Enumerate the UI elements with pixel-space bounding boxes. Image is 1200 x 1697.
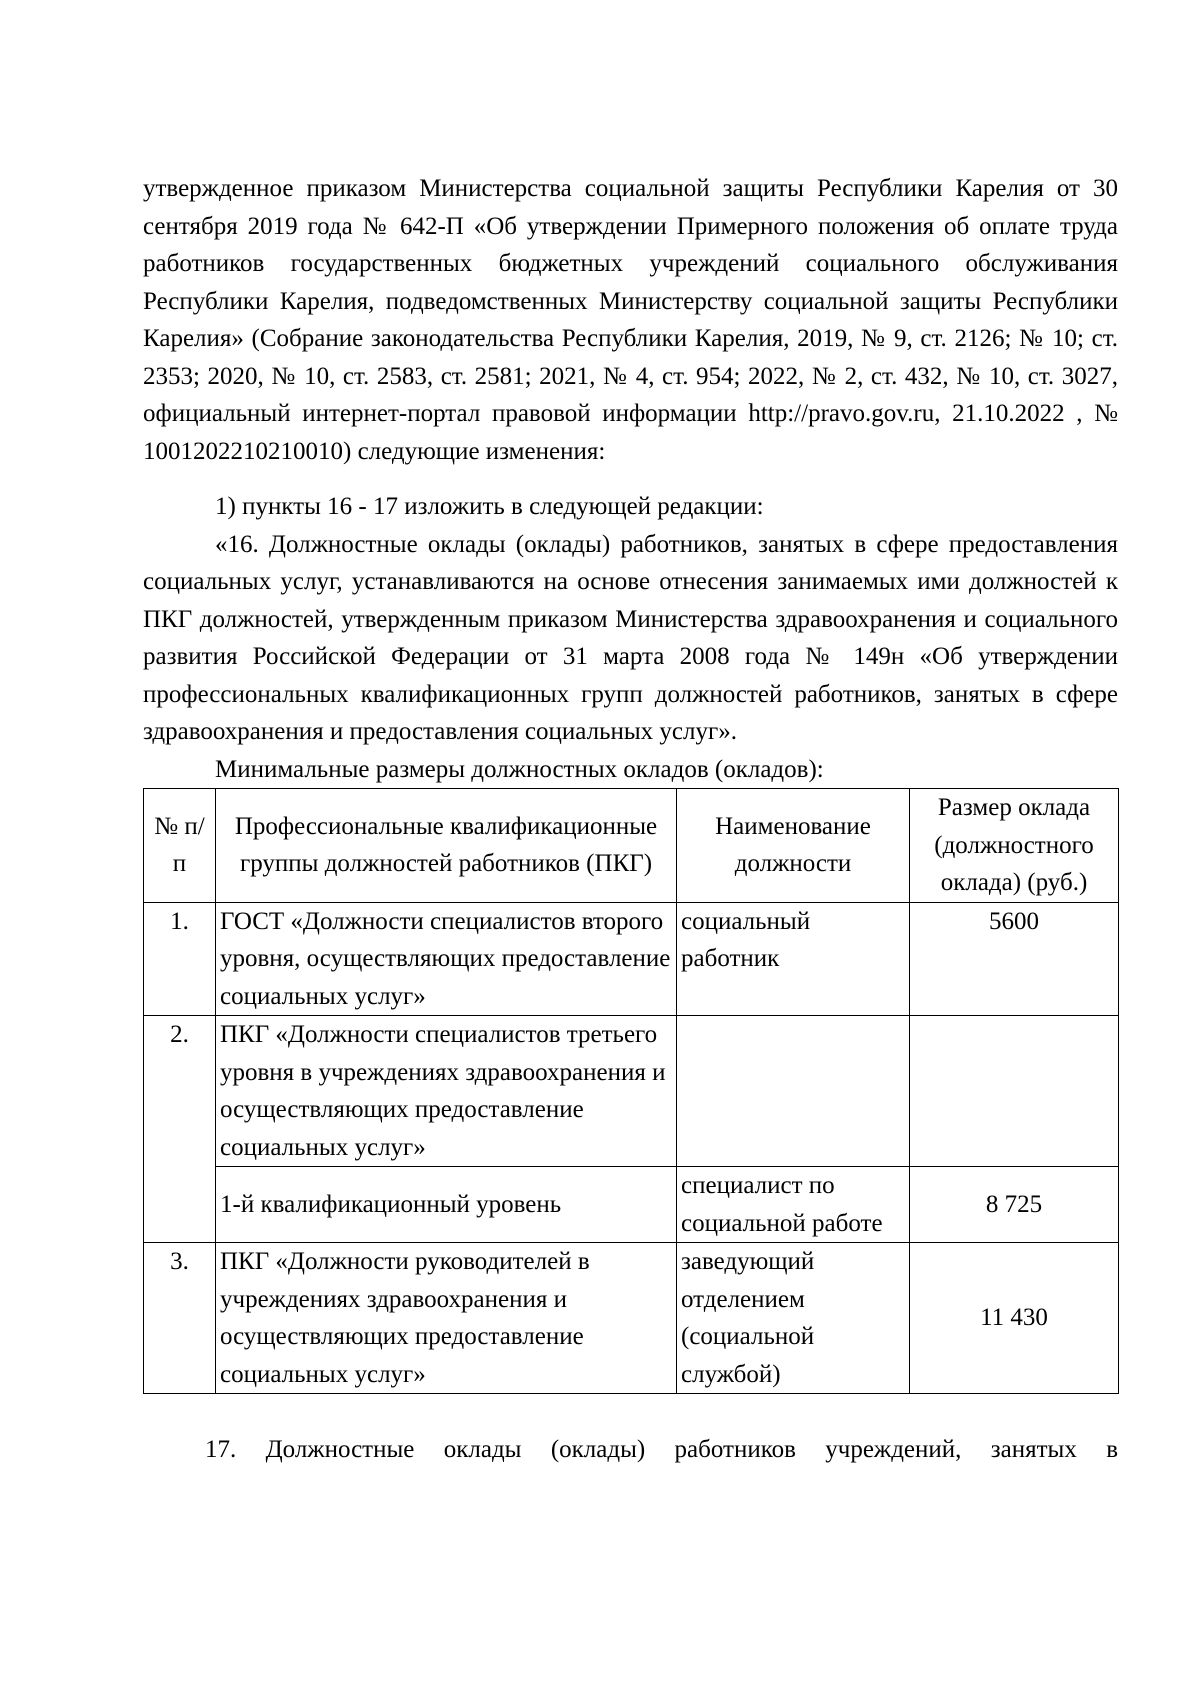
salary-table bbox=[143, 788, 1119, 1394]
table-row bbox=[144, 1167, 1119, 1243]
row-pkg: ПКГ «Должности руководителей в учреждениях здравоохранения и осуществляющих предоставление социальных услуг» bbox=[216, 1243, 677, 1394]
table-row bbox=[144, 1243, 1119, 1394]
header-position: Наименование должности bbox=[677, 789, 910, 903]
intro-paragraph: утвержденное приказом Министерства социальной защиты Республики Карелия от 30 сентября 2019 года № 642-П «Об утверждении Примерного положения об оплате труда работников государственных бюджетных учреждений социального обслуживания Республики Карелия, подведомственных Министерству социальной защиты Республики Карелия» (Собрание законодательства Республики Карелия, 2019, № 9, ст. 2126; № 10; ст. 2353; 2020, № 10, ст. 2583, ст. 2581; 2021, № 4, ст. 954; 2022, № 2, ст. 432, № 10, ст. 3027, официальный интернет-портал правовой информации http://pravo.gov.ru, 21.10.2022 , № 1001202210210010) следующие изменения: bbox=[143, 175, 1118, 465]
document-body bbox=[143, 170, 1118, 1494]
row-pkg: 1-й квалификационный уровень bbox=[216, 1167, 677, 1243]
row-num: 2. bbox=[144, 1016, 216, 1243]
table-caption: Минимальные размеры должностных окладов (окладов): bbox=[215, 755, 824, 783]
header-salary: Размер оклада (должностного оклада) (руб.) bbox=[910, 789, 1119, 903]
row-position: специалист по социальной работе bbox=[677, 1167, 910, 1243]
row-num: 3. bbox=[144, 1243, 216, 1394]
row-salary: 11 430 bbox=[910, 1243, 1119, 1394]
table-header-row bbox=[144, 789, 1119, 903]
header-num: № п/п bbox=[144, 789, 216, 903]
row-num: 1. bbox=[144, 902, 216, 1016]
row-salary: 8 725 bbox=[910, 1167, 1119, 1243]
row-position: социальный работник bbox=[677, 902, 910, 1016]
header-pkg: Профессиональные квалификационные группы должностей работников (ПКГ) bbox=[216, 789, 677, 903]
row-position bbox=[677, 1016, 910, 1167]
row-pkg: ПКГ «Должности специалистов третьего уровня в учреждениях здравоохранения и осуществляющих предоставление социальных услуг» bbox=[216, 1016, 677, 1167]
item-1-paragraph: 1) пункты 16 - 17 изложить в следующей редакции: bbox=[215, 493, 764, 520]
row-salary: 5600 bbox=[910, 902, 1119, 1016]
row-position: заведующий отделением (социальной службой) bbox=[677, 1243, 910, 1394]
row-pkg: ГОСТ «Должности специалистов второго уровня, осуществляющих предоставление социальных услуг» bbox=[216, 902, 677, 1016]
table-row bbox=[144, 1016, 1119, 1167]
clause-17-paragraph: 17. Должностные оклады (оклады) работников учреждений, занятых в bbox=[205, 1436, 1118, 1463]
row-salary bbox=[910, 1016, 1119, 1167]
clause-16-paragraph: «16. Должностные оклады (оклады) работников, занятых в сфере предоставления социальных услуг, устанавливаются на основе отнесения занимаемых ими должностей к ПКГ должностей, утвержденным приказом Министерства здравоохранения и социального развития Российской Федерации от 31 марта 2008 года № 149н «Об утверждении профессиональных квалификационных групп должностей работников, занятых в сфере здравоохранения и предоставления социальных услуг». bbox=[143, 530, 1118, 745]
table-row bbox=[144, 902, 1119, 1016]
